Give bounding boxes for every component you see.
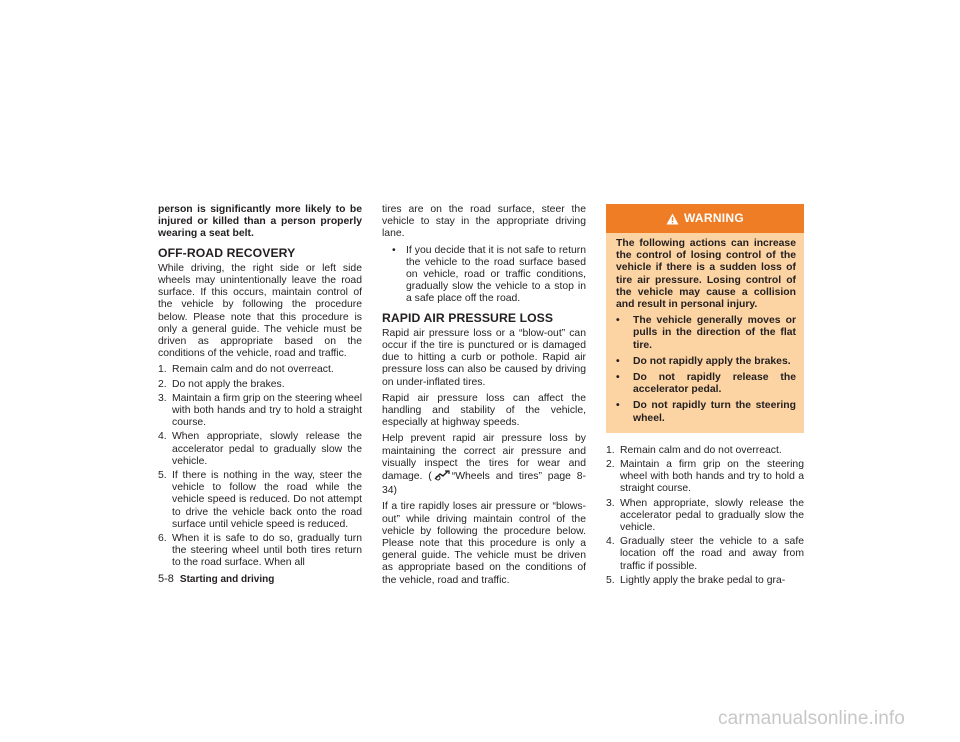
warning-body [606,233,804,433]
list-item: 4. Gradually steer the vehicle to a safe location off the road and away from traffic if possible. [606,536,804,572]
section-heading-rapid-air-pressure-loss: RAPID AIR PRESSURE LOSS [382,310,554,325]
pressure-paragraph-2: Rapid air pressure loss can affect the handling and stability of the vehicle, especially at highway speeds. [382,392,586,429]
list-item: 3. Maintain a firm grip on the steering wheel with both hands and try to hold a straight course. [158,392,363,429]
section-heading-off-road-recovery: OFF-ROAD RECOVERY [158,245,296,260]
list-item: 4. When appropriate, slowly release the accelerator pedal to gradually slow the vehicle. [158,431,362,467]
column-3 [606,204,804,589]
warning-lead: The following actions can increase the control of losing control of the vehicle if there is a sudden loss of tire air pressure. Losing control of the vehicle may cause a collision and result in personal injury. [616,238,796,311]
bullet-icon: • [616,355,620,367]
list-item: • Do not rapidly release the accelerator pedal. [616,372,796,396]
warning-triangle-icon [666,213,679,225]
pressure-paragraph-1: Rapid air pressure loss or a “blow-out” can occur if the tire is punctured or is damaged due to hitting a curb or pothole. Rapid air pressure loss can also be caused by driving on under-inflated tires. [382,327,586,388]
intro-text: person is significantly more likely to be injured or killed than a person properly wearing a seat belt. [158,204,362,240]
list-item: • The vehicle generally moves or pulls in the direction of the flat tire. [616,315,796,351]
warning-title: WARNING [683,211,745,226]
off-road-steps [158,364,362,569]
bullet-icon: • [616,315,620,327]
pressure-paragraph-4: If a tire rapidly loses air pressure or “blows-out” while driving maintain control of the vehicle by following the procedure below. Please note that this procedure is only a general guide. The vehicle must be driven as appropriate based on the conditions of the vehicle, road and traffic. [382,501,586,586]
column-1 [158,204,362,572]
list-item: • Do not rapidly turn the steering wheel. [616,400,796,424]
list-item: • If you decide that it is not safe to return the vehicle to the road surface based on vehicle, road or traffic conditions, gradually slow the vehicle to a stop in a safe place off the road. [392,244,586,305]
page-footer [158,573,274,585]
list-item: 1. Remain calm and do not overreact. [158,364,334,376]
bullet-icon: • [616,372,620,384]
list-item: 5. Lightly apply the brake pedal to gra- [606,574,786,586]
section-name: Starting and driving [179,574,275,585]
bullet-list [382,245,586,306]
bullet-icon: • [392,244,396,256]
list-item: 5. If there is nothing in the way, steer the vehicle to follow the road while the vehicle speed is reduced. Do not attempt to drive the vehicle back onto the road surface until vehicle speed is reduced. [158,470,362,530]
page-number: 5-8 [158,573,174,585]
watermark: carmanualsonline.info [718,708,905,729]
bullet-icon: • [616,400,620,412]
list-item: 2. Do not apply the brakes. [158,378,285,390]
column-2 [382,204,586,591]
list-item: 2. Maintain a firm grip on the steering wheel with both hands and try to hold a straight course. [606,459,804,495]
warning-list [616,315,796,425]
warning-box [606,204,804,433]
pressure-paragraph-3: Help prevent rapid air pressure loss by maintaining the correct air pressure and visually inspect the tires for wear and damage. ( “Wheels and tires” page 8-34) [382,433,586,497]
wheel-reference-icon [434,470,450,485]
list-item: 1. Remain calm and do not overreact. [606,444,782,456]
off-road-paragraph: While driving, the right side or left side wheels may unintentionally leave the road surface. If this occurs, maintain control of the vehicle by following the procedure below. Please note that this procedure is only a general guide. The vehicle must be driven as appropriate based on the conditions of the vehicle, road and traffic. [158,262,362,360]
continuation-text: tires are on the road surface, steer the vehicle to stay in the appropriate driving lane. [382,204,586,240]
pressure-loss-steps [606,445,804,587]
list-item: 6. When it is safe to do so, gradually turn the steering wheel until both tires return to the road surface. When all [158,533,362,569]
list-item: • Do not rapidly apply the brakes. [616,355,791,367]
warning-header [606,204,804,233]
list-item: 3. When appropriate, slowly release the accelerator pedal to gradually slow the vehicle. [606,497,804,534]
